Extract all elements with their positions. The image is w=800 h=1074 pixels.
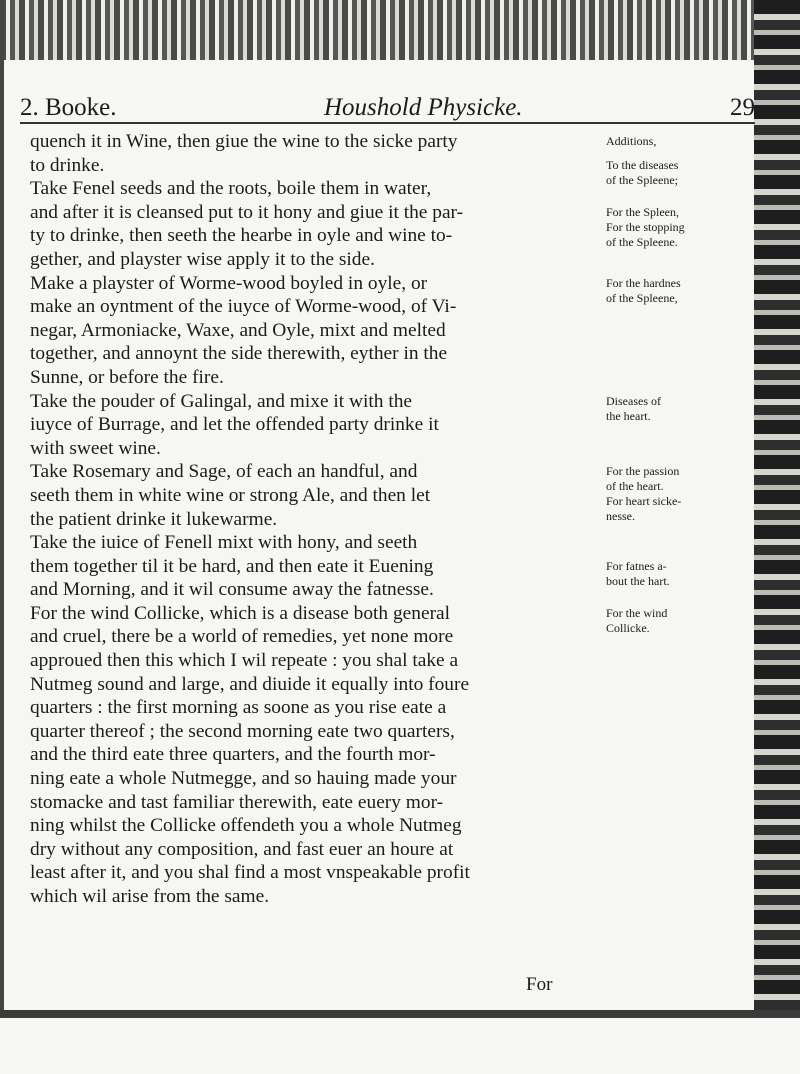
margin-note [606, 158, 756, 188]
text-line: and Morning, and it wil consume away the fatnesse. [30, 579, 434, 601]
text-line: For the wind Collicke, which is a disease both general [30, 602, 451, 624]
margin-note-line: of the Spleene, [606, 290, 678, 305]
margin-note-line: nesse. [606, 509, 635, 524]
text-line: Take Rosemary and Sage, of each an handful, and [30, 461, 418, 483]
margin-note-line: Diseases of [606, 393, 661, 408]
margin-note-line: For the Spleen, [606, 204, 679, 219]
running-header [20, 82, 755, 124]
text-line: negar, Armoniacke, Waxe, and Oyle, mixt and melted [30, 319, 446, 341]
text-line: them together til it be hard, and then eate it Euening [30, 555, 434, 577]
text-line: stomacke and tast familiar therewith, eate euery mor- [30, 791, 444, 813]
text-line: and after it is cleansed put to it hony and giue it the par- [30, 201, 464, 223]
text-line: and cruel, there be a world of remedies, yet none more [30, 626, 454, 648]
text-line: with sweet wine. [30, 437, 161, 459]
text-line: Take Fenel seeds and the roots, boile them in water, [30, 178, 432, 200]
text-line: ning whilst the Collicke offendeth you a whole Nutmeg [30, 815, 462, 837]
text-line: gether, and playster wise apply it to the side. [30, 248, 375, 270]
text-line: which wil arise from the same. [30, 886, 270, 907]
margin-note [606, 134, 756, 149]
margin-note [606, 394, 756, 424]
ornamental-border-left [0, 0, 4, 1074]
text-line: quarter thereof ; the second morning eate two quarters, [30, 720, 455, 742]
margin-note-line: of the heart. [606, 479, 664, 494]
ornamental-border-top [0, 0, 800, 60]
margin-note-line: For the passion [606, 464, 680, 479]
margin-note [606, 205, 756, 250]
text-line: make an oyntment of the iuyce of Worme-wood, of Vi- [30, 296, 457, 318]
margin-note-line: of the Spleene; [606, 172, 678, 187]
text-line: Make a playster of Worme-wood boyled in oyle, or [30, 272, 428, 294]
margin-note-line: For the wind [606, 606, 668, 620]
margin-note-line: Additions, [606, 134, 657, 148]
margin-note-line: For the stopping [606, 219, 685, 234]
text-line: together, and annoynt the side therewith, eyther in the [30, 343, 448, 365]
text-line: to drinke. [30, 154, 105, 176]
running-title: Houshold Physicke. [323, 94, 523, 121]
text-line: the patient drinke it lukewarme. [30, 508, 278, 530]
text-line: Take the iuice of Fenell mixt with hony, and seeth [30, 532, 418, 554]
text-line: Nutmeg sound and large, and diuide it equally into foure [30, 673, 470, 695]
text-line: ning eate a whole Nutmegge, and so hauing made your [30, 768, 457, 790]
book-label: 2. Booke. [20, 94, 117, 121]
text-line: Take the pouder of Galingal, and mixe it with the [30, 390, 413, 412]
margin-note [606, 606, 756, 636]
text-line: dry without any composition, and fast euer an houre at [30, 838, 454, 860]
text-line: seeth them in white wine or strong Ale, and then let [30, 484, 431, 506]
ornamental-border-right [754, 0, 800, 1074]
margin-note-line: Collicke. [606, 621, 650, 635]
page-number: 29 [730, 94, 755, 121]
margin-note [606, 559, 756, 589]
margin-note-line: To the diseases [606, 157, 679, 172]
margin-note-line: For the hardnes [606, 275, 681, 290]
margin-note [606, 464, 756, 524]
margin-note-line: bout the hart. [606, 573, 670, 588]
ornamental-border-bottom [0, 1010, 800, 1074]
margin-note-line: of the Spleene. [606, 234, 678, 249]
body-text [30, 130, 600, 909]
text-line: approued then this which I wil repeate : you shal take a [30, 650, 459, 672]
margin-note-line: the heart. [606, 408, 651, 423]
text-line: least after it, and you shal find a most vnspeakable profit [30, 862, 470, 884]
margin-note-line: For heart sicke- [606, 494, 682, 509]
text-line: ty to drinke, then seeth the hearbe in oyle and wine to- [30, 225, 453, 247]
catchword: For [526, 974, 553, 995]
text-line: quench it in Wine, then giue the wine to the sicke party [30, 131, 458, 152]
margin-note [606, 276, 756, 306]
text-line: and the third eate three quarters, and the fourth mor- [30, 744, 436, 766]
margin-note-line: For fatnes a- [606, 558, 667, 573]
text-line: Sunne, or before the fire. [30, 366, 224, 388]
text-line: quarters : the first morning as soone as you rise eate a [30, 697, 447, 719]
text-line: iuyce of Burrage, and let the offended party drinke it [30, 414, 439, 436]
